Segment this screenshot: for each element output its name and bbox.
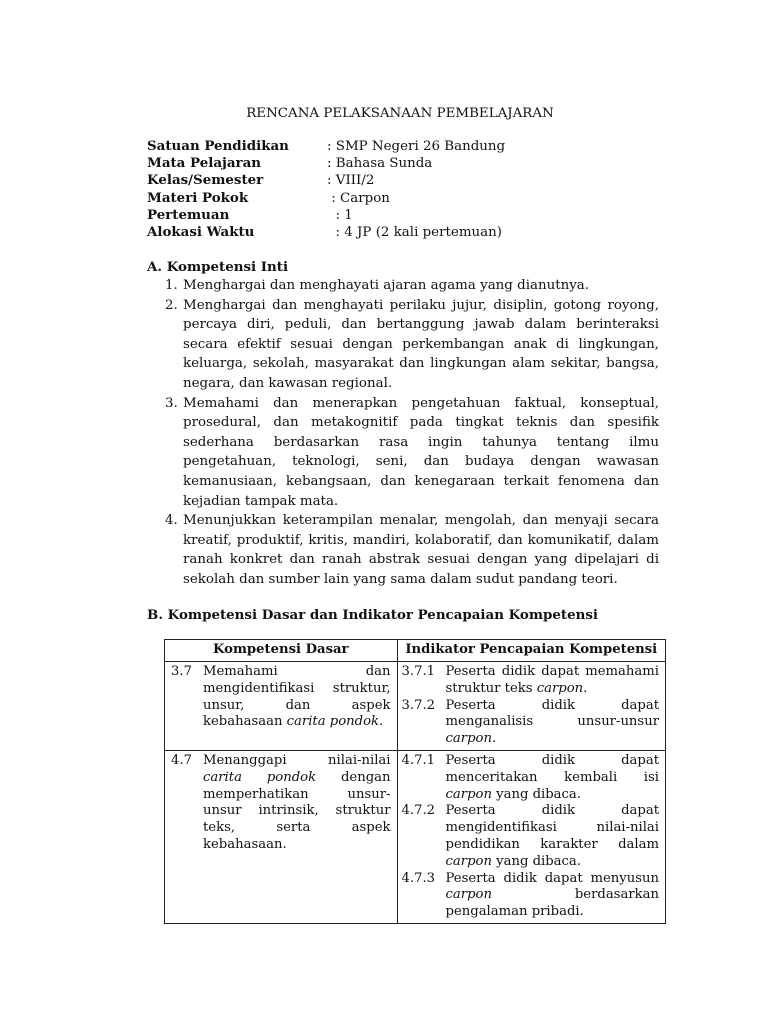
list-item: 2. Menghargai dan menghayati perilaku jujur, disiplin, gotong royong, percaya diri, peduli, dan bertanggung jawab dalam berinteraksi secara efektif sesuai dengan perkembangan anak di lingkungan, keluarga, sekolah, masyarakat dan lingkungan alam sekitar, bangsa, negara, dan kawasan regional. (182, 296, 659, 394)
kd-text: Menanggapi nilai-nilai (203, 752, 391, 768)
indicator-number: 4.7.2 (401, 803, 436, 819)
kd-text-italic: carita pondok (286, 714, 380, 730)
section-heading: A. Kompetensi Inti (147, 259, 289, 275)
indicator-text: Peserta didik dapat (445, 803, 659, 819)
kd-text: kebahasaan (203, 714, 287, 730)
info-value: : SMP Negeri 26 Bandung (327, 139, 506, 154)
info-row (147, 138, 647, 155)
indicator-text-italic: carpon (445, 853, 492, 869)
info-value: : Bahasa Sunda (327, 156, 433, 172)
info-label: Alokasi Waktu (147, 223, 255, 240)
indicator-number: 4.7.3 (401, 870, 436, 886)
kd-text (203, 770, 391, 787)
indicator-text-italic: carpon (536, 680, 584, 696)
kd-cell (165, 750, 398, 923)
kd-text: teks, serta aspek (203, 820, 391, 836)
info-value: : VIII/2 (327, 173, 375, 189)
info-label: Kelas/Semester (147, 172, 264, 189)
indicator-text (446, 854, 659, 871)
kd-text: . (379, 714, 384, 730)
indicator-text (446, 787, 659, 804)
info-value: : 1 (327, 207, 353, 223)
info-value: : 4 JP (2 kali pertemuan) (327, 224, 502, 240)
kd-text-italic: carita pondok (203, 769, 317, 785)
column-header: Kompetensi Dasar (165, 640, 398, 662)
indicator-cell (397, 750, 665, 923)
indicator-text: pengalaman pribadi. (445, 904, 584, 920)
indicator-text: struktur teks (445, 680, 537, 696)
indicator-text: yang dibaca. (491, 786, 581, 802)
indicator-text-italic: carpon (445, 731, 492, 747)
indicator-text (446, 731, 659, 748)
indicator-text (446, 887, 659, 904)
kd-text (203, 714, 391, 731)
kd-text: memperhatikan unsur- (203, 786, 391, 802)
kd-text: Memahami dan (203, 664, 391, 679)
kd-number: 4.7 (171, 752, 192, 768)
column-header: Indikator Pencapaian Kompetensi (397, 640, 665, 662)
competency-table (164, 639, 666, 924)
indicator-text: mengidentifikasi nilai-nilai (445, 820, 659, 836)
info-value: : Carpon (327, 190, 390, 206)
info-label: Satuan Pendidikan (147, 138, 289, 154)
indicator-number: 4.7.1 (401, 752, 436, 768)
indicator-text-italic: carpon (445, 887, 492, 903)
document-title: RENCANA PELAKSANAAN PEMBELAJARAN (246, 106, 554, 121)
info-row (147, 207, 647, 224)
info-row (147, 224, 647, 241)
indicator-text: Peserta didik dapat menyusun (445, 870, 659, 886)
section-kompetensi-inti (147, 258, 659, 590)
indicator-text: Peserta didik dapat (445, 697, 659, 713)
table-row (165, 662, 666, 751)
indicator-text-italic: carpon (445, 786, 492, 802)
indicator-number: 3.7.1 (401, 664, 436, 679)
info-label: Pertemuan (147, 206, 230, 223)
indicator-text: pendidikan karakter dalam (445, 836, 659, 852)
kd-text: kebahasaan. (203, 836, 287, 852)
indicator-text: menganalisis unsur-unsur (445, 714, 659, 730)
indicator-text: Peserta didik dapat memahami (445, 664, 659, 679)
indicator-cell (397, 662, 665, 751)
kd-cell (165, 662, 398, 751)
indicator-text: yang dibaca. (491, 853, 581, 869)
indicator-text: Peserta didik dapat (445, 752, 659, 768)
list-item: 4. Menunjukkan keterampilan menalar, mengolah, dan menyaji secara kreatif, produktif, kritis, mandiri, kolaboratif, dan komunikatif, dalam ranah konkret dan ranah abstrak sesuai dengan yang dipelajari di sekolah dan sumber lain yang sama dalam sudut pandang teori. (182, 511, 659, 589)
section-heading: B. Kompetensi Dasar dan Indikator Pencapaian Kompetensi (147, 607, 598, 623)
indicator-number: 3.7.2 (401, 697, 436, 713)
info-label: Mata Pelajaran (147, 155, 262, 172)
info-row (147, 190, 647, 207)
kd-text: mengidentifikasi struktur, (203, 680, 391, 696)
indicator-text (446, 681, 659, 698)
kd-text: dengan (316, 769, 391, 785)
indicator-text: berdasarkan (491, 887, 659, 903)
indicator-text: . (491, 731, 497, 747)
table-row (165, 750, 666, 923)
indicator-text: . (583, 680, 588, 696)
list-item: 1. Menghargai dan menghayati ajaran agama yang dianutnya. (182, 276, 659, 296)
info-row (147, 155, 647, 172)
kd-text: unsur intrinsik, struktur (203, 803, 391, 819)
list-item: 3. Memahami dan menerapkan pengetahuan faktual, konseptual, prosedural, dan metakognitif pada tingkat teknis dan spesifik sederhana berdasarkan rasa ingin tahunya tentang ilmu pengetahuan, teknologi, seni, dan budaya dengan wawasan kemanusiaan, kebangsaan, dan kenegaraan terkait fenomena dan kejadian tampak mata. (182, 394, 659, 512)
kd-number: 3.7 (171, 664, 192, 679)
info-row (147, 172, 647, 189)
kompetensi-inti-list (147, 276, 659, 590)
info-label: Materi Pokok (147, 189, 249, 206)
identity-block (147, 138, 647, 241)
kd-text: unsur, dan aspek (203, 697, 391, 713)
indicator-text: menceritakan kembali isi (445, 769, 659, 785)
